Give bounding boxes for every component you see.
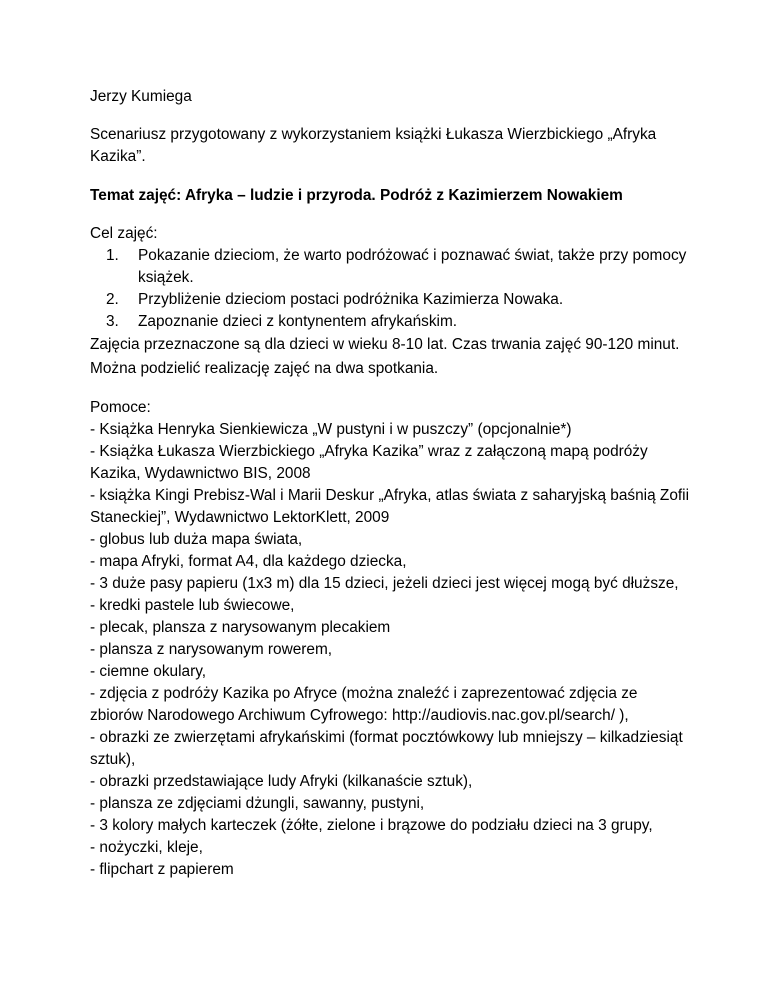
aid-item: - książka Kingi Prebisz-Wal i Marii Deskur „Afryka, atlas świata z saharyjską baśnią Zofii Staneckiej”, Wydawnictwo LektorKlett, 2009 [90, 487, 689, 526]
aid-item: - 3 kolory małych karteczek (żółte, zielone i brązowe do podziału dzieci na 3 grupy, [90, 817, 653, 834]
aid-item: - globus lub duża mapa świata, [90, 531, 303, 548]
goal-text: Przybliżenie dzieciom postaci podróżnika Kazimierza Nowaka. [138, 291, 564, 308]
aid-item: - obrazki przedstawiające ludy Afryki (kilkanaście sztuk), [90, 773, 473, 790]
aids-list [90, 419, 690, 881]
aid-item: - Książka Henryka Sienkiewicza „W pustyni i w puszczy” (opcjonalnie*) [90, 421, 572, 438]
aid-item: - 3 duże pasy papieru (1x3 m) dla 15 dzieci, jeżeli dzieci jest więcej mogą być dłuższe, [90, 575, 679, 592]
aid-item: - nożyczki, kleje, [90, 839, 203, 856]
goal-item [90, 245, 690, 289]
aid-item: - Książka Łukasza Wierzbickiego „Afryka Kazika” wraz z załączoną mapą podróży Kazika, Wydawnictwo BIS, 2008 [90, 443, 648, 482]
goals-label: Cel zajęć: [90, 225, 158, 242]
aid-item: - flipchart z papierem [90, 861, 234, 878]
scenario-intro: Scenariusz przygotowany z wykorzystaniem książki Łukasza Wierzbickiego „Afryka Kazika”. [90, 126, 657, 165]
aid-item: - obrazki ze zwierzętami afrykańskimi (format pocztówkowy lub mniejszy – kilkadziesiąt sztuk), [90, 729, 683, 768]
aid-item: - ciemne okulary, [90, 663, 207, 680]
goal-number: 3. [106, 313, 119, 330]
aid-item: - plansza z narysowanym rowerem, [90, 641, 333, 658]
lesson-topic: Temat zajęć: Afryka – ludzie i przyroda. Podróż z Kazimierzem Nowakiem [90, 187, 623, 204]
goal-item [90, 311, 690, 333]
aid-item: - zdjęcia z podróży Kazika po Afryce (można znaleźć i zaprezentować zdjęcia ze zbiorów Narodowego Archiwum Cyfrowego: http://audiovis.nac.gov.pl/search/ ), [90, 685, 638, 724]
goal-text: Zapoznanie dzieci z kontynentem afrykańskim. [138, 313, 458, 330]
aid-item: - plansza ze zdjęciami dżungli, sawanny, pustyni, [90, 795, 425, 812]
goals-list [90, 245, 690, 333]
document-content [90, 86, 690, 881]
author-name: Jerzy Kumiega [90, 88, 192, 105]
aid-item: - mapa Afryki, format A4, dla każdego dziecka, [90, 553, 407, 570]
goal-number: 2. [106, 291, 119, 308]
lesson-info: Zajęcia przeznaczone są dla dzieci w wieku 8-10 lat. Czas trwania zajęć 90-120 minut. Można podzielić realizację zajęć na dwa spotkania. [90, 336, 680, 377]
aids-label: Pomoce: [90, 399, 151, 416]
aid-item: - plecak, plansza z narysowanym plecakiem [90, 619, 391, 636]
aid-item: - kredki pastele lub świecowe, [90, 597, 295, 614]
goal-text: Pokazanie dzieciom, że warto podróżować i poznawać świat, także przy pomocy książek. [138, 247, 687, 286]
goal-number: 1. [106, 247, 119, 264]
goal-item [90, 289, 690, 311]
